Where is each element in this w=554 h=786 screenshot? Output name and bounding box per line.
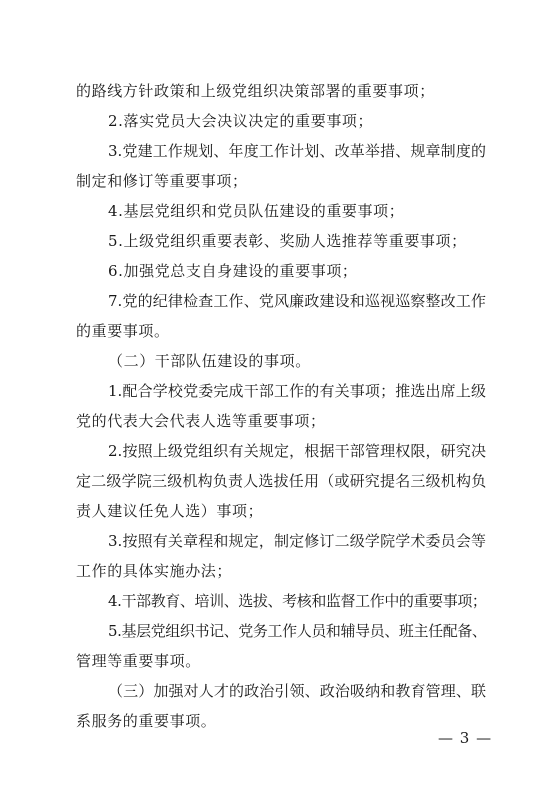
list-item: 5.基层党组织书记、党务工作人员和辅导员、班主任配备、 <box>108 622 487 640</box>
text-line: 的路线方针政策和上级党组织决策部署的重要事项； <box>76 82 435 100</box>
list-item: 2.落实党员大会决议决定的重要事项； <box>108 112 374 130</box>
list-item: 3.党建工作规划、年度工作计划、改革举措、规章制度的 <box>108 142 486 160</box>
page-number: — 3 — <box>438 729 493 747</box>
list-item: 5.上级党组织重要表彰、奖励人选推荐等重要事项； <box>108 232 467 250</box>
section-heading: （二）干部队伍建设的事项。 <box>108 352 311 370</box>
list-item: 6.加强党总支自身建设的重要事项； <box>108 262 358 280</box>
list-item: 7.党的纪律检查工作、党风廉政建设和巡视巡察整改工作 <box>108 292 486 310</box>
text-line: 管理等重要事项。 <box>76 652 201 670</box>
section-heading: （三）加强对人才的政治引领、政治吸纳和教育管理、联 <box>108 682 486 700</box>
list-item: 3.按照有关章程和规定，制定修订二级学院学术委员会等 <box>108 532 486 550</box>
list-item: 4.干部教育、培训、选拔、考核和监督工作中的重要事项； <box>108 592 487 610</box>
document-body <box>76 76 486 736</box>
list-item: 2.按照上级党组织有关规定，根据干部管理权限，研究决 <box>108 442 486 460</box>
list-item: 1.配合学校党委完成干部工作的有关事项；推选出席上级 <box>108 382 486 400</box>
text-line: 责人建议任免人选）事项； <box>76 502 264 520</box>
text-line: 系服务的重要事项。 <box>76 712 217 730</box>
text-line: 制定和修订等重要事项； <box>76 172 248 190</box>
text-line: 工作的具体实施办法； <box>76 562 233 580</box>
list-item: 4.基层党组织和党员队伍建设的重要事项； <box>108 202 405 220</box>
text-line: 党的代表大会代表人选等重要事项； <box>76 412 326 430</box>
text-line: 的重要事项。 <box>76 322 170 340</box>
text-line: 定二级学院三级机构负责人选拔任用（或研究提名三级机构负 <box>76 472 487 490</box>
